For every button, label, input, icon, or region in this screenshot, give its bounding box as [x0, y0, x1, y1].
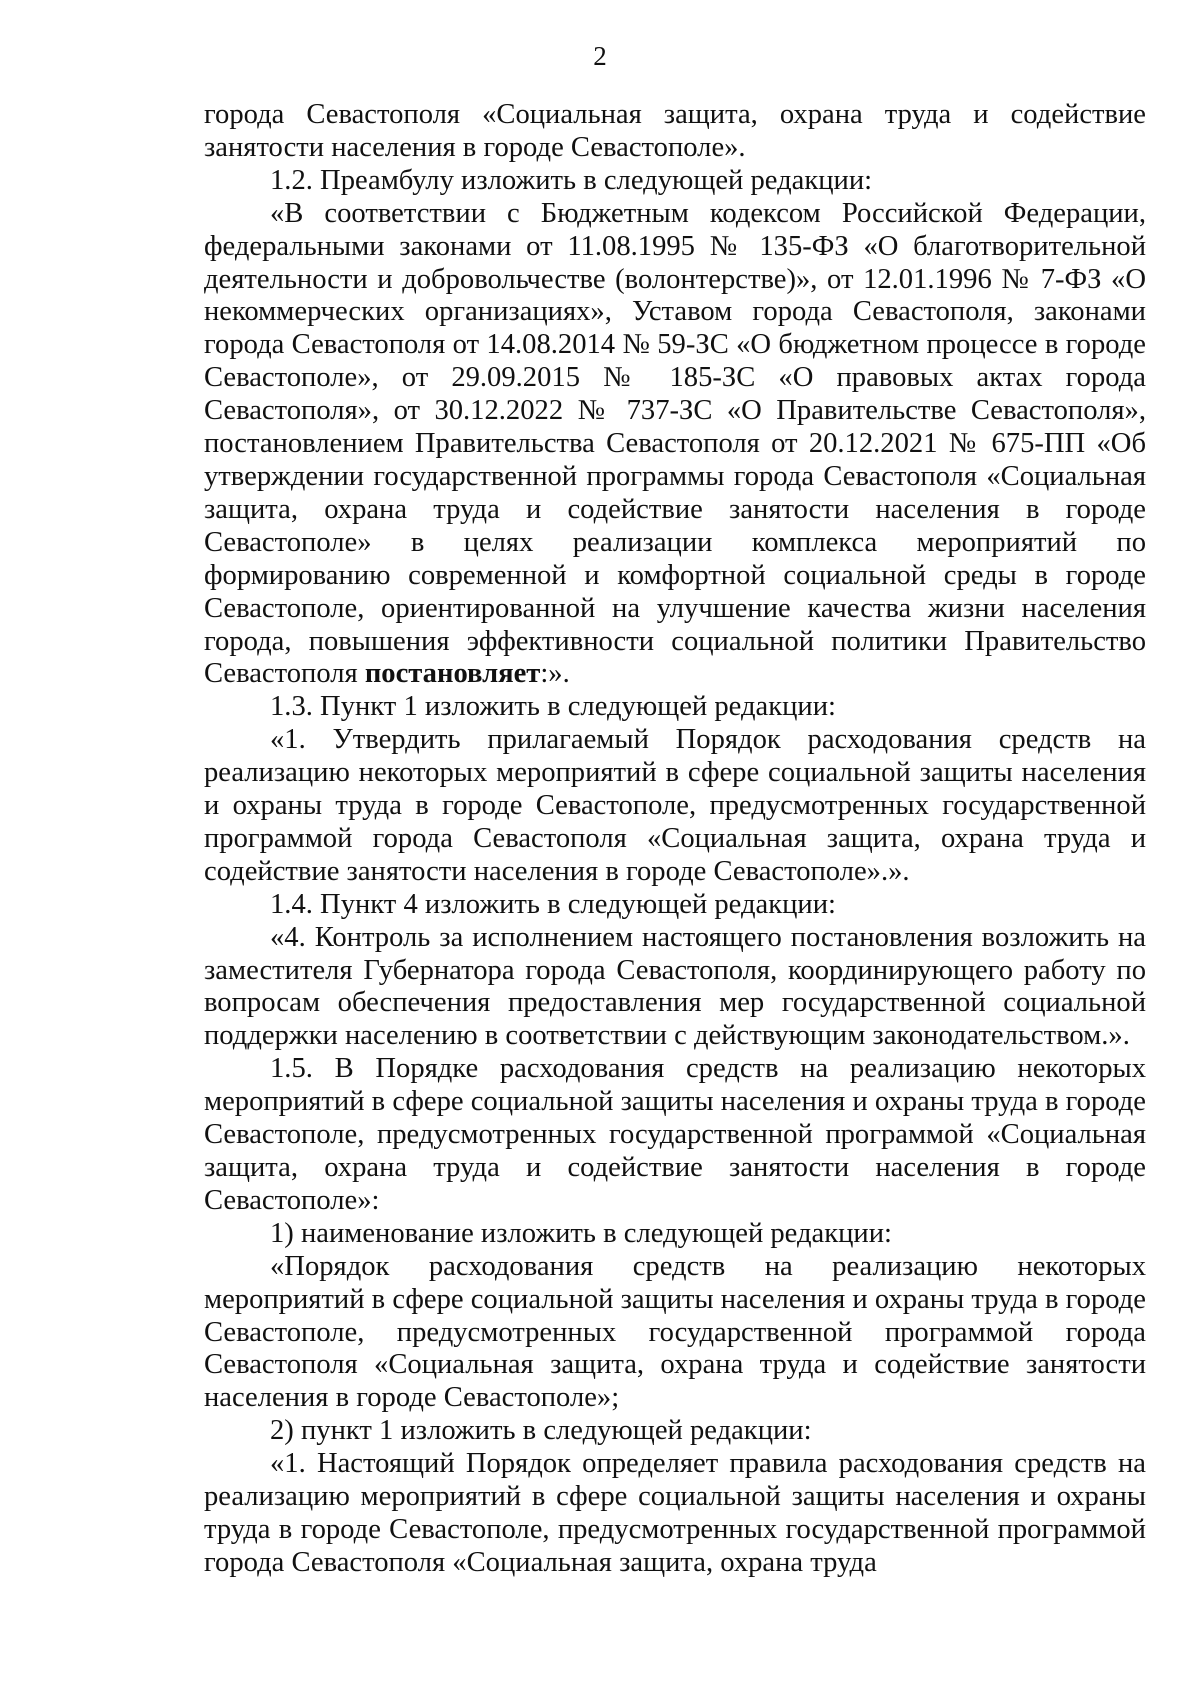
paragraph-title-text: «Порядок расходования средств на реализацию некоторых мероприятий в сфере социальной защиты населения и охраны труда в городе Севастополе, предусмотренных государственной программой города Севастополя «Социальная защита, охрана труда и содействие занятости населения в городе Севастополе»;: [204, 1250, 1146, 1414]
paragraph-1-4-heading: 1.4. Пункт 4 изложить в следующей редакции:: [270, 888, 836, 920]
paragraph-continuation: города Севастополя «Социальная защита, охрана труда и содействие занятости населения в городе Севастополе».: [204, 99, 1146, 163]
paragraph-subitem-2: 2) пункт 1 изложить в следующей редакции:: [270, 1415, 812, 1447]
paragraph-1-3-heading: 1.3. Пункт 1 изложить в следующей редакции:: [270, 691, 836, 723]
paragraph-preamble: [204, 198, 1146, 692]
paragraph-new-point-1: «1. Настоящий Порядок определяет правила расходования средств на реализацию мероприятий в сфере социальной защиты населения и охраны труда в городе Севастополе, предусмотренных государственной программой города Севастополя «Социальная защита, охрана труда: [204, 1448, 1146, 1578]
paragraph-1-2-heading: 1.2. Преамбулу изложить в следующей редакции:: [270, 164, 873, 196]
page-number: 2: [593, 41, 607, 71]
paragraph-point-1: «1. Утвердить прилагаемый Порядок расходования средств на реализацию некоторых мероприятий в сфере социальной защиты населения и охраны труда в городе Севастополе, предусмотренных государственной программой города Севастополя «Социальная защита, охрана труда и содействие занятости населения в городе Севастополе».».: [204, 724, 1146, 887]
paragraph-subitem-1: 1) наименование изложить в следующей редакции:: [270, 1217, 892, 1249]
paragraph-1-5: 1.5. В Порядке расходования средств на реализацию некоторых мероприятий в сфере социальной защиты населения и охраны труда в городе Севастополе, предусмотренных государственной программой «Социальная защита, охрана труда и содействие занятости населения в городе Севастополе»:: [204, 1053, 1146, 1216]
document-body: [204, 99, 1146, 1580]
preamble-bold-word: постановляет: [364, 658, 541, 690]
preamble-tail: :».: [540, 658, 570, 690]
preamble-text: «В соответствии с Бюджетным кодексом Российской Федерации, федеральными законами от 11.08.1995 № 135-ФЗ «О благотворительной деятельности и добровольчестве (волонтерстве)», от 12.01.1996 № 7-ФЗ «О некоммерческих организациях», Уставом города Севастополя, законами города Севастополя от 14.08.2014 № 59-ЗС «О бюджетном процессе в городе Севастополе», от 29.09.2015 № 185-ЗС «О правовых актах города Севастополя», от 30.12.2022 № 737-ЗС «О Правительстве Севастополя», постановлением Правительства Севастополя от 20.12.2021 № 675-ПП «Об утверждении государственной программы города Севастополя «Социальная защита, охрана труда и содействие занятости населения в городе Севастополе» в целях реализации комплекса мероприятий по формированию современной и комфортной социальной среды в городе Севастополе, ориентированной на улучшение качества жизни населения города, повышения эффективности социальной политики Правительство Севастополя: [204, 197, 1146, 690]
paragraph-point-4: «4. Контроль за исполнением настоящего постановления возложить на заместителя Губернатора города Севастополя, координирующего работу по вопросам обеспечения предоставления мер государственной социальной поддержки населению в соответствии с действующим законодательством.».: [204, 921, 1146, 1052]
